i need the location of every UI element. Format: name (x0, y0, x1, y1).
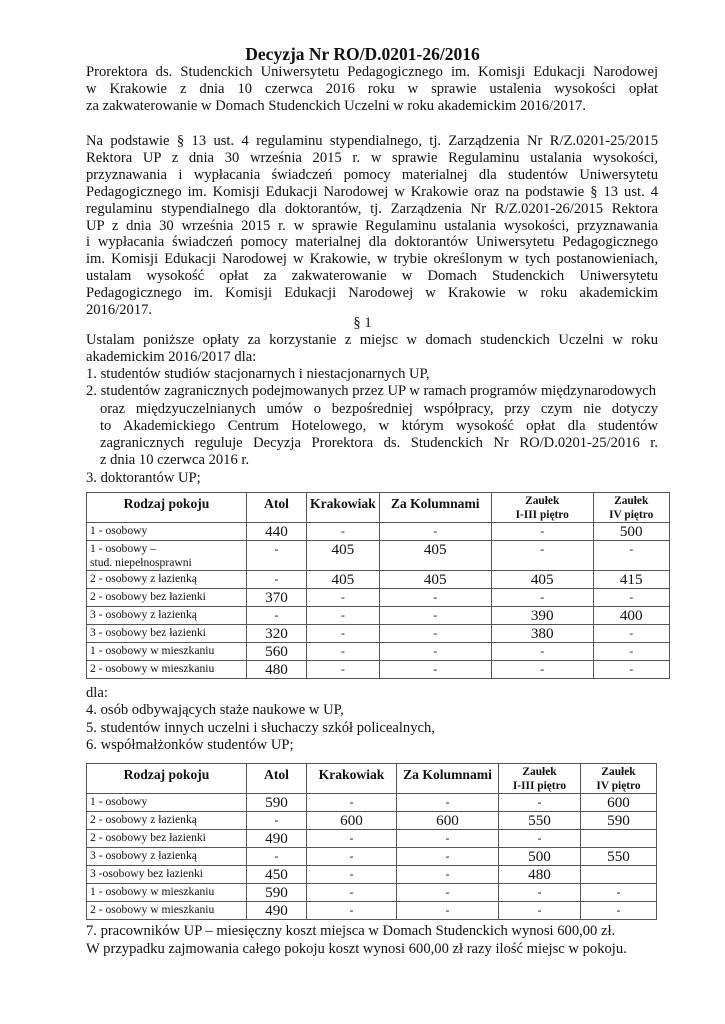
header-line: Zaułek (525, 495, 560, 507)
column-header: Za Kolumnami (397, 764, 499, 794)
room-type: 3 -osobowy bez łazienki (87, 866, 247, 884)
basis-paragraph (86, 133, 658, 319)
fee-cell: 405 (307, 571, 380, 589)
room-type: 2 - osobowy w mieszkaniu (87, 902, 247, 920)
table-row (87, 643, 670, 661)
table-row (87, 866, 657, 884)
list-intro: dla: (86, 685, 108, 701)
room-type: 1 - osobowy (87, 794, 247, 812)
fee-cell: 590 (247, 884, 307, 902)
column-header: Krakowiak (307, 493, 380, 523)
basis-line: im. Komisji Edukacji Narodowej w Krakowie, w trybie określonym w tych postanowieniach, (86, 251, 658, 268)
table-row (87, 607, 670, 625)
table-row (87, 902, 657, 920)
table-row (87, 848, 657, 866)
table-row (87, 884, 657, 902)
fee-cell: 500 (499, 848, 581, 866)
header-line: IV piętro (596, 779, 641, 792)
fee-cell: - (593, 541, 669, 571)
fee-cell: - (397, 830, 499, 848)
fee-cell: - (379, 661, 491, 679)
list-item: 5. studentów innych uczelni i słuchaczy szkół policealnych, (86, 719, 435, 736)
room-type: 1 - osobowy (87, 523, 247, 541)
fee-cell: 440 (247, 523, 307, 541)
fee-cell: 560 (247, 643, 307, 661)
header-line: Zaułek (522, 766, 557, 778)
table-row (87, 794, 657, 812)
header-line: I-III piętro (512, 779, 567, 792)
list-item: 3. doktorantów UP; (86, 469, 201, 486)
table-row (87, 812, 657, 830)
fee-cell: - (379, 589, 491, 607)
fee-cell: - (593, 643, 669, 661)
column-header: Atol (247, 493, 307, 523)
room-type-line: stud. niepełnosprawni (90, 556, 192, 569)
fee-cell: - (379, 625, 491, 643)
fee-cell: 600 (581, 794, 657, 812)
header-line: I-III piętro (515, 508, 569, 521)
fee-cell: - (491, 523, 593, 541)
fee-cell: 600 (397, 812, 499, 830)
fee-cell: 405 (379, 571, 491, 589)
fee-cell: - (397, 866, 499, 884)
room-type: 2 - osobowy z łazienką (87, 812, 247, 830)
fee-cell: - (307, 884, 397, 902)
basis-line: UP z dnia 30 września 2015 r. w sprawie Regulaminu ustalania wysokości, przyznawania (86, 217, 658, 234)
fee-cell: 450 (247, 866, 307, 884)
fee-cell: - (247, 541, 307, 571)
fee-cell (581, 830, 657, 848)
fee-cell: - (307, 866, 397, 884)
basis-line: Pedagogicznego im. Komisji Edukacji Narodowej w Krakowie w roku akademickim (86, 285, 658, 302)
column-header (499, 764, 581, 794)
fee-cell: - (379, 607, 491, 625)
room-type: 2 - osobowy z łazienką (87, 571, 247, 589)
fee-cell: - (307, 625, 380, 643)
fee-cell: - (593, 589, 669, 607)
intro-line: za zakwaterowanie w Domach Studenckich Uczelni w roku akademickim 2016/2017. (86, 97, 587, 114)
fee-cell: - (247, 812, 307, 830)
fee-cell: 480 (499, 866, 581, 884)
fee-cell: 490 (247, 902, 307, 920)
table-header-row (87, 493, 670, 523)
basis-line: 2016/2017. (86, 302, 153, 319)
list-item-continuation: zagranicznych reguluje Decyzja Prorektora ds. Studenckich Nr RO/D.0201-25/2016 r. (100, 435, 658, 452)
list-item-continuation: to Akademickiego Centrum Hotelowego, w którym wysokość opłat dla studentów (100, 417, 658, 434)
fee-cell: 590 (581, 812, 657, 830)
fee-cell: 405 (491, 571, 593, 589)
table-row (87, 571, 670, 589)
fee-cell: - (307, 902, 397, 920)
fee-cell: - (307, 830, 397, 848)
basis-line: przyznawania i wypłacania świadczeń pomocy materialnej dla studentów Uniwersytetu (86, 166, 658, 183)
intro-paragraph (86, 64, 658, 115)
fee-cell: - (397, 794, 499, 812)
column-header (593, 493, 669, 523)
table-row (87, 625, 670, 643)
beneficiary-list-b (86, 685, 658, 754)
table-row (87, 589, 670, 607)
fee-cell: - (307, 523, 380, 541)
table-row (87, 523, 670, 541)
fee-cell: - (397, 848, 499, 866)
fee-cell: 380 (491, 625, 593, 643)
column-header: Rodzaj pokoju (87, 493, 247, 523)
fee-cell: 405 (307, 541, 380, 571)
section-intro (86, 332, 658, 366)
fee-cell: - (307, 607, 380, 625)
fees-table-2 (86, 763, 657, 920)
fee-cell: 405 (379, 541, 491, 571)
section-mark: § 1 (353, 315, 372, 331)
basis-line: ustalam wysokość opłat za zakwaterowanie w Domach Studenckich Uniwersytetu (86, 268, 658, 285)
column-header: Atol (247, 764, 307, 794)
room-type: 1 - osobowy w mieszkaniu (87, 643, 247, 661)
note-line: 7. pracowników UP – miesięczny koszt miejsca w Domach Studenckich wynosi 600,00 zł. (86, 923, 616, 939)
fee-cell: - (379, 523, 491, 541)
fee-cell: - (499, 884, 581, 902)
fee-cell: 590 (247, 794, 307, 812)
column-header (581, 764, 657, 794)
fee-cell: - (397, 902, 499, 920)
basis-line: Rektora UP z dnia 30 września 2015 r. w sprawie Regulaminu ustalania wysokości, (86, 149, 658, 166)
fee-cell: 490 (247, 830, 307, 848)
fee-cell: 550 (499, 812, 581, 830)
room-type (87, 541, 247, 571)
fee-cell: - (491, 589, 593, 607)
list-item: 1. studentów studiów stacjonarnych i niestacjonarnych UP, (86, 366, 430, 382)
table-header-row (87, 764, 657, 794)
fee-cell: - (593, 661, 669, 679)
room-type: 2 - osobowy bez łazienki (87, 589, 247, 607)
intro-line: w Krakowie z dnia 10 czerwca 2016 roku w sprawie ustalenia wysokości opłat (86, 80, 658, 97)
basis-line: i wypłacania świadczeń pomocy materialnej dla doktorantów Uniwersytetu Pedagogicznego (86, 234, 658, 251)
fee-cell: - (397, 884, 499, 902)
room-type: 1 - osobowy w mieszkaniu (87, 884, 247, 902)
table-row (87, 830, 657, 848)
basis-line: regulaminu stypendialnego dla doktorantów, tj. Zarządzenia Nr R/Z.0201-26/2015 Rektora (86, 200, 658, 217)
fee-cell: - (379, 643, 491, 661)
fee-cell: 415 (593, 571, 669, 589)
list-item: 4. osób odbywających staże naukowe w UP, (86, 702, 344, 719)
fee-cell: - (307, 589, 380, 607)
fee-cell: 370 (247, 589, 307, 607)
fee-cell: - (491, 643, 593, 661)
fee-cell: - (307, 848, 397, 866)
fees-table-1 (86, 492, 670, 679)
staff-fee-note (86, 923, 666, 958)
fee-cell: 500 (593, 523, 669, 541)
basis-line: Pedagogicznego im. Komisji Edukacji Narodowej w Krakowie oraz na podstawie § 13 ust. 4 (86, 183, 658, 200)
fee-cell: 400 (593, 607, 669, 625)
intro-line: Prorektora ds. Studenckich Uniwersytetu Pedagogicznego im. Komisji Edukacji Narodowej (86, 64, 658, 80)
fee-cell: - (581, 884, 657, 902)
note-line: W przypadku zajmowania całego pokoju koszt wynosi 600,00 zł razy ilość miejsc w pokoju. (86, 940, 627, 957)
document-title: Decyzja Nr RO/D.0201-26/2016 (245, 44, 480, 64)
room-type: 2 - osobowy w mieszkaniu (87, 661, 247, 679)
room-type: 3 - osobowy bez łazienki (87, 625, 247, 643)
fee-cell: - (307, 643, 380, 661)
fee-cell: - (247, 607, 307, 625)
header-line: IV piętro (609, 508, 654, 521)
room-type-line: 1 - osobowy – (90, 542, 157, 555)
section-intro-line: akademickim 2016/2017 dla: (86, 348, 257, 365)
fee-cell: 480 (247, 661, 307, 679)
table-row (87, 661, 670, 679)
section-intro-line: Ustalam poniższe opłaty za korzystanie z miejsc w domach studenckich Uczelni w roku (86, 332, 658, 348)
fee-cell: - (499, 902, 581, 920)
list-item: 2. studentów zagranicznych podejmowanych przez UP w ramach programów międzynarodowych (86, 383, 657, 400)
room-type: 2 - osobowy bez łazienki (87, 830, 247, 848)
fee-cell: - (307, 794, 397, 812)
table-row (87, 541, 670, 571)
fee-cell: - (247, 571, 307, 589)
column-header: Krakowiak (307, 764, 397, 794)
room-type: 3 - osobowy z łazienką (87, 607, 247, 625)
basis-line: Na podstawie § 13 ust. 4 regulaminu stypendialnego, tj. Zarządzenia Nr R/Z.0201-25/2015 (86, 133, 658, 149)
fee-cell: - (499, 830, 581, 848)
fee-cell: - (491, 661, 593, 679)
fee-cell: 320 (247, 625, 307, 643)
list-item-continuation: z dnia 10 czerwca 2016 r. (100, 452, 250, 469)
room-type: 3 - osobowy z łazienką (87, 848, 247, 866)
fee-cell: - (593, 625, 669, 643)
fee-cell: 600 (307, 812, 397, 830)
fee-cell: - (499, 794, 581, 812)
column-header (491, 493, 593, 523)
list-item-continuation: oraz międzyuczelnianych umów o bezpośredniej współpracy, przy czym nie dotyczy (100, 400, 658, 417)
fee-cell (581, 866, 657, 884)
fee-cell: - (581, 902, 657, 920)
fee-cell: - (307, 661, 380, 679)
header-line: Zaułek (614, 495, 649, 507)
beneficiary-list-a (86, 366, 658, 487)
column-header: Za Kolumnami (379, 493, 491, 523)
fee-cell: - (491, 541, 593, 571)
fee-cell: 390 (491, 607, 593, 625)
fee-cell: - (247, 848, 307, 866)
column-header: Rodzaj pokoju (87, 764, 247, 794)
header-line: Zaułek (601, 766, 636, 778)
fee-cell: 550 (581, 848, 657, 866)
list-item: 6. współmałżonków studentów UP; (86, 736, 294, 753)
